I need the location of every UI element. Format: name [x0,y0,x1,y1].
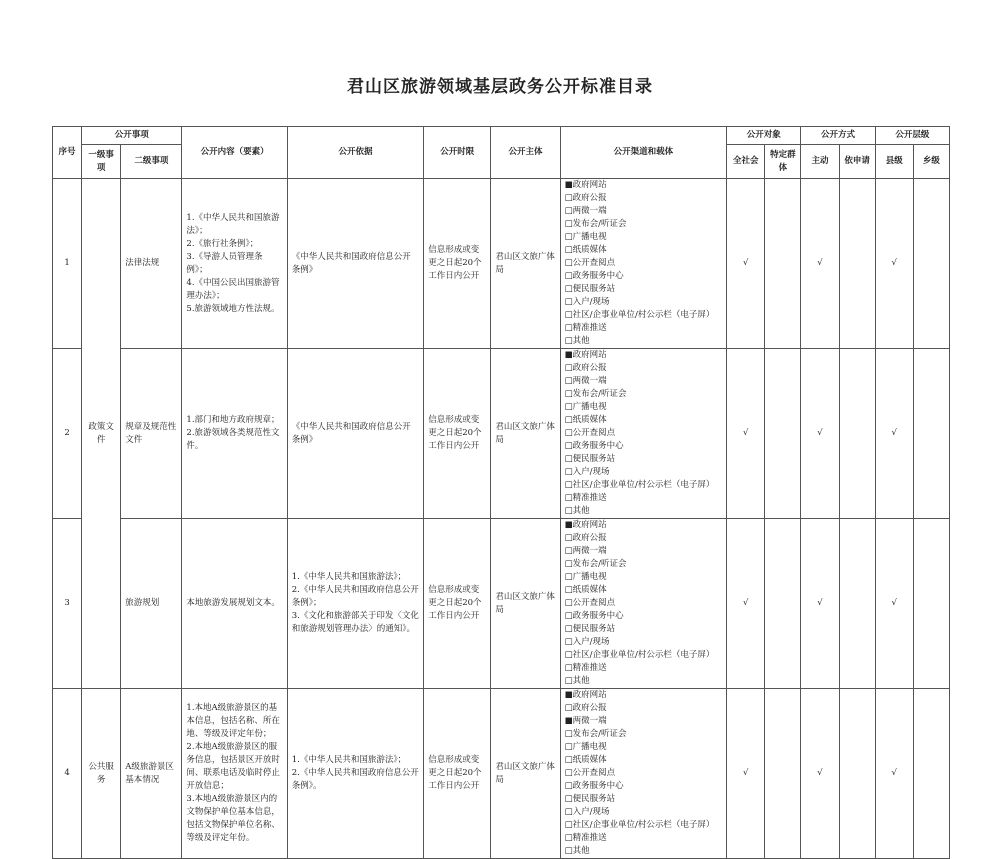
channel-option: □其他 [564,676,590,686]
header-mode: 公开方式 [801,127,875,145]
channel-option: □社区/企事业单位/村公示栏（电子屏） [564,480,715,490]
channel-option: □纸质媒体 [564,415,607,425]
basis-cell [287,519,423,689]
level2-cell: A级旅游景区基本情况 [121,689,182,859]
basis-cell [287,349,423,519]
content-line: 3.本地A级旅游景区内的文物保护单位基本信息，包括文物保护单位名称、等级及评定年份。 [186,794,280,843]
content-line: 2.本地A级旅游景区的服务信息，包括景区开放时间、联系电话及临时停止开放信息； [186,742,280,791]
request-cell [839,179,875,349]
county-cell: √ [875,179,913,349]
header-item: 公开事项 [82,127,182,145]
town-cell [913,519,949,689]
channel-list [565,349,723,518]
header-target: 公开对象 [727,127,801,145]
time-cell: 信息形成或变更之日起20个工作日内公开 [424,349,491,519]
channel-option: □精准推送 [564,493,607,503]
channel-list [565,689,723,858]
channel-option: □其他 [564,506,590,516]
channel-option: □精准推送 [564,663,607,673]
content-line: 1.本地A级旅游景区的基本信息，包括名称、所在地、等级及评定年份； [186,703,280,739]
table-row [53,689,950,859]
content-line: 4.《中国公民出国旅游管理办法》； [186,277,280,301]
active-cell: √ [801,349,839,519]
subject-cell: 君山区文旅广体局 [491,349,560,519]
channel-option: □广播电视 [564,402,607,412]
channel-option: □社区/企事业单位/村公示栏（电子屏） [564,820,715,830]
channel-option: □其他 [564,846,590,856]
channel-option: ■两微一端 [564,716,607,726]
channel-option: □政府公报 [564,533,607,543]
header-level1: 一级事项 [82,145,121,179]
whole-cell: √ [727,179,765,349]
table-row [53,519,950,689]
channel-option: □精准推送 [564,833,607,843]
channel-option: ■政府网站 [564,180,607,190]
header-request: 依申请 [839,145,875,179]
channel-option: □广播电视 [564,232,607,242]
channel-option: □政务服务中心 [564,441,624,451]
channel-option: □发布会/听证会 [564,389,627,399]
content-line: 2.旅游领域各类规范性文件。 [186,428,280,451]
channel-option: □政府公报 [564,193,607,203]
channel-option: □便民服务站 [564,454,616,464]
content-line: 2.《旅行社条例》； [186,238,259,249]
channel-option: □发布会/听证会 [564,559,627,569]
basis-line: 《中华人民共和国政府信息公开条例》 [291,251,411,275]
header-channel: 公开渠道和载体 [560,127,727,179]
town-cell [913,349,949,519]
channel-cell [560,689,727,859]
channel-list [565,519,723,688]
subject-cell: 君山区文旅广体局 [491,179,560,349]
time-cell: 信息形成或变更之日起20个工作日内公开 [424,689,491,859]
channel-option: ■政府网站 [564,350,607,360]
content-line: 5.旅游领域地方性法规。 [186,303,280,314]
header-subject: 公开主体 [491,127,560,179]
header-content: 公开内容（要素） [182,127,287,179]
channel-option: □公开查阅点 [564,428,616,438]
directory-table [52,126,950,859]
seq-cell: 2 [53,349,82,519]
content-cell [182,519,287,689]
channel-option: □两微一端 [564,376,607,386]
channel-option: □公开查阅点 [564,768,616,778]
channel-option: □纸质媒体 [564,585,607,595]
channel-option: □政府公报 [564,363,607,373]
basis-line: 《中华人民共和国政府信息公开条例》 [291,421,411,445]
specific-cell [765,179,801,349]
county-cell: √ [875,349,913,519]
level2-cell: 规章及规范性文件 [121,349,182,519]
channel-option: □纸质媒体 [564,245,607,255]
basis-line: 3.《文化和旅游部关于印发〈文化和旅游规划管理办法〉的通知》。 [291,611,419,634]
content-cell [182,349,287,519]
request-cell [839,349,875,519]
channel-option: □入户/现场 [564,297,610,307]
level1-cell: 公共服务 [82,689,121,859]
basis-line: 2.《中华人民共和国政府信息公开条例》。 [291,768,419,791]
header-level2: 二级事项 [121,145,182,179]
channel-list [565,179,723,348]
channel-option: □两微一端 [564,206,607,216]
basis-line: 1.《中华人民共和国旅游法》； [291,755,407,765]
basis-line: 2.《中华人民共和国政府信息公开条例》； [291,585,419,608]
specific-cell [765,689,801,859]
channel-option: ■政府网站 [564,690,607,700]
channel-option: □政务服务中心 [564,271,624,281]
channel-option: □广播电视 [564,742,607,752]
basis-line: 1.《中华人民共和国旅游法》； [291,572,407,582]
level2-cell: 旅游规划 [121,519,182,689]
header-whole: 全社会 [727,145,765,179]
channel-option: □政务服务中心 [564,611,624,621]
channel-option: □入户/现场 [564,467,610,477]
county-cell: √ [875,689,913,859]
request-cell [839,519,875,689]
county-cell: √ [875,519,913,689]
header-seq: 序号 [53,127,82,179]
seq-cell: 3 [53,519,82,689]
level1-cell: 政策文件 [82,179,121,689]
specific-cell [765,519,801,689]
channel-option: □两微一端 [564,546,607,556]
whole-cell: √ [727,519,765,689]
time-cell: 信息形成或变更之日起20个工作日内公开 [424,179,491,349]
subject-cell: 君山区文旅广体局 [491,519,560,689]
whole-cell: √ [727,689,765,859]
subject-cell: 君山区文旅广体局 [491,689,560,859]
active-cell: √ [801,179,839,349]
seq-cell: 1 [53,179,82,349]
level2-cell: 法律法规 [121,179,182,349]
basis-cell [287,179,423,349]
content-cell [182,689,287,859]
time-cell: 信息形成或变更之日起20个工作日内公开 [424,519,491,689]
channel-option: □社区/企事业单位/村公示栏（电子屏） [564,650,715,660]
channel-option: □政府公报 [564,703,607,713]
active-cell: √ [801,689,839,859]
channel-option: □便民服务站 [564,624,616,634]
channel-cell [560,179,727,349]
specific-cell [765,349,801,519]
channel-option: □精准推送 [564,323,607,333]
header-layer: 公开层级 [875,127,949,145]
content-line: 3.《导游人员管理条例》； [186,251,263,275]
town-cell [913,179,949,349]
header-town: 乡级 [913,145,949,179]
basis-cell [287,689,423,859]
header-active: 主动 [801,145,839,179]
channel-option: □纸质媒体 [564,755,607,765]
table-row [53,349,950,519]
channel-option: □便民服务站 [564,284,616,294]
channel-option: □公开查阅点 [564,258,616,268]
active-cell: √ [801,519,839,689]
channel-option: □公开查阅点 [564,598,616,608]
channel-cell [560,349,727,519]
content-cell [182,179,287,349]
request-cell [839,689,875,859]
channel-option: □入户/现场 [564,807,610,817]
content-line: 1.《中华人民共和国旅游法》； [186,212,280,236]
channel-option: □发布会/听证会 [564,219,627,229]
page-title: 君山区旅游领域基层政务公开标准目录 [347,77,653,97]
header-time: 公开时限 [424,127,491,179]
whole-cell: √ [727,349,765,519]
seq-cell: 4 [53,689,82,859]
channel-option: ■政府网站 [564,520,607,530]
town-cell [913,689,949,859]
content-line: 本地旅游发展规划文本。 [186,598,280,608]
channel-option: □广播电视 [564,572,607,582]
header-county: 县级 [875,145,913,179]
table-row [53,179,950,349]
channel-option: □便民服务站 [564,794,616,804]
channel-option: □社区/企事业单位/村公示栏（电子屏） [564,310,715,320]
content-line: 1.部门和地方政府规章； [186,415,280,425]
channel-option: □入户/现场 [564,637,610,647]
header-basis: 公开依据 [287,127,423,179]
channel-option: □发布会/听证会 [564,729,627,739]
channel-cell [560,519,727,689]
channel-option: □政务服务中心 [564,781,624,791]
table-body [53,179,950,859]
header-specific: 特定群体 [765,145,801,179]
channel-option: □其他 [564,336,590,346]
